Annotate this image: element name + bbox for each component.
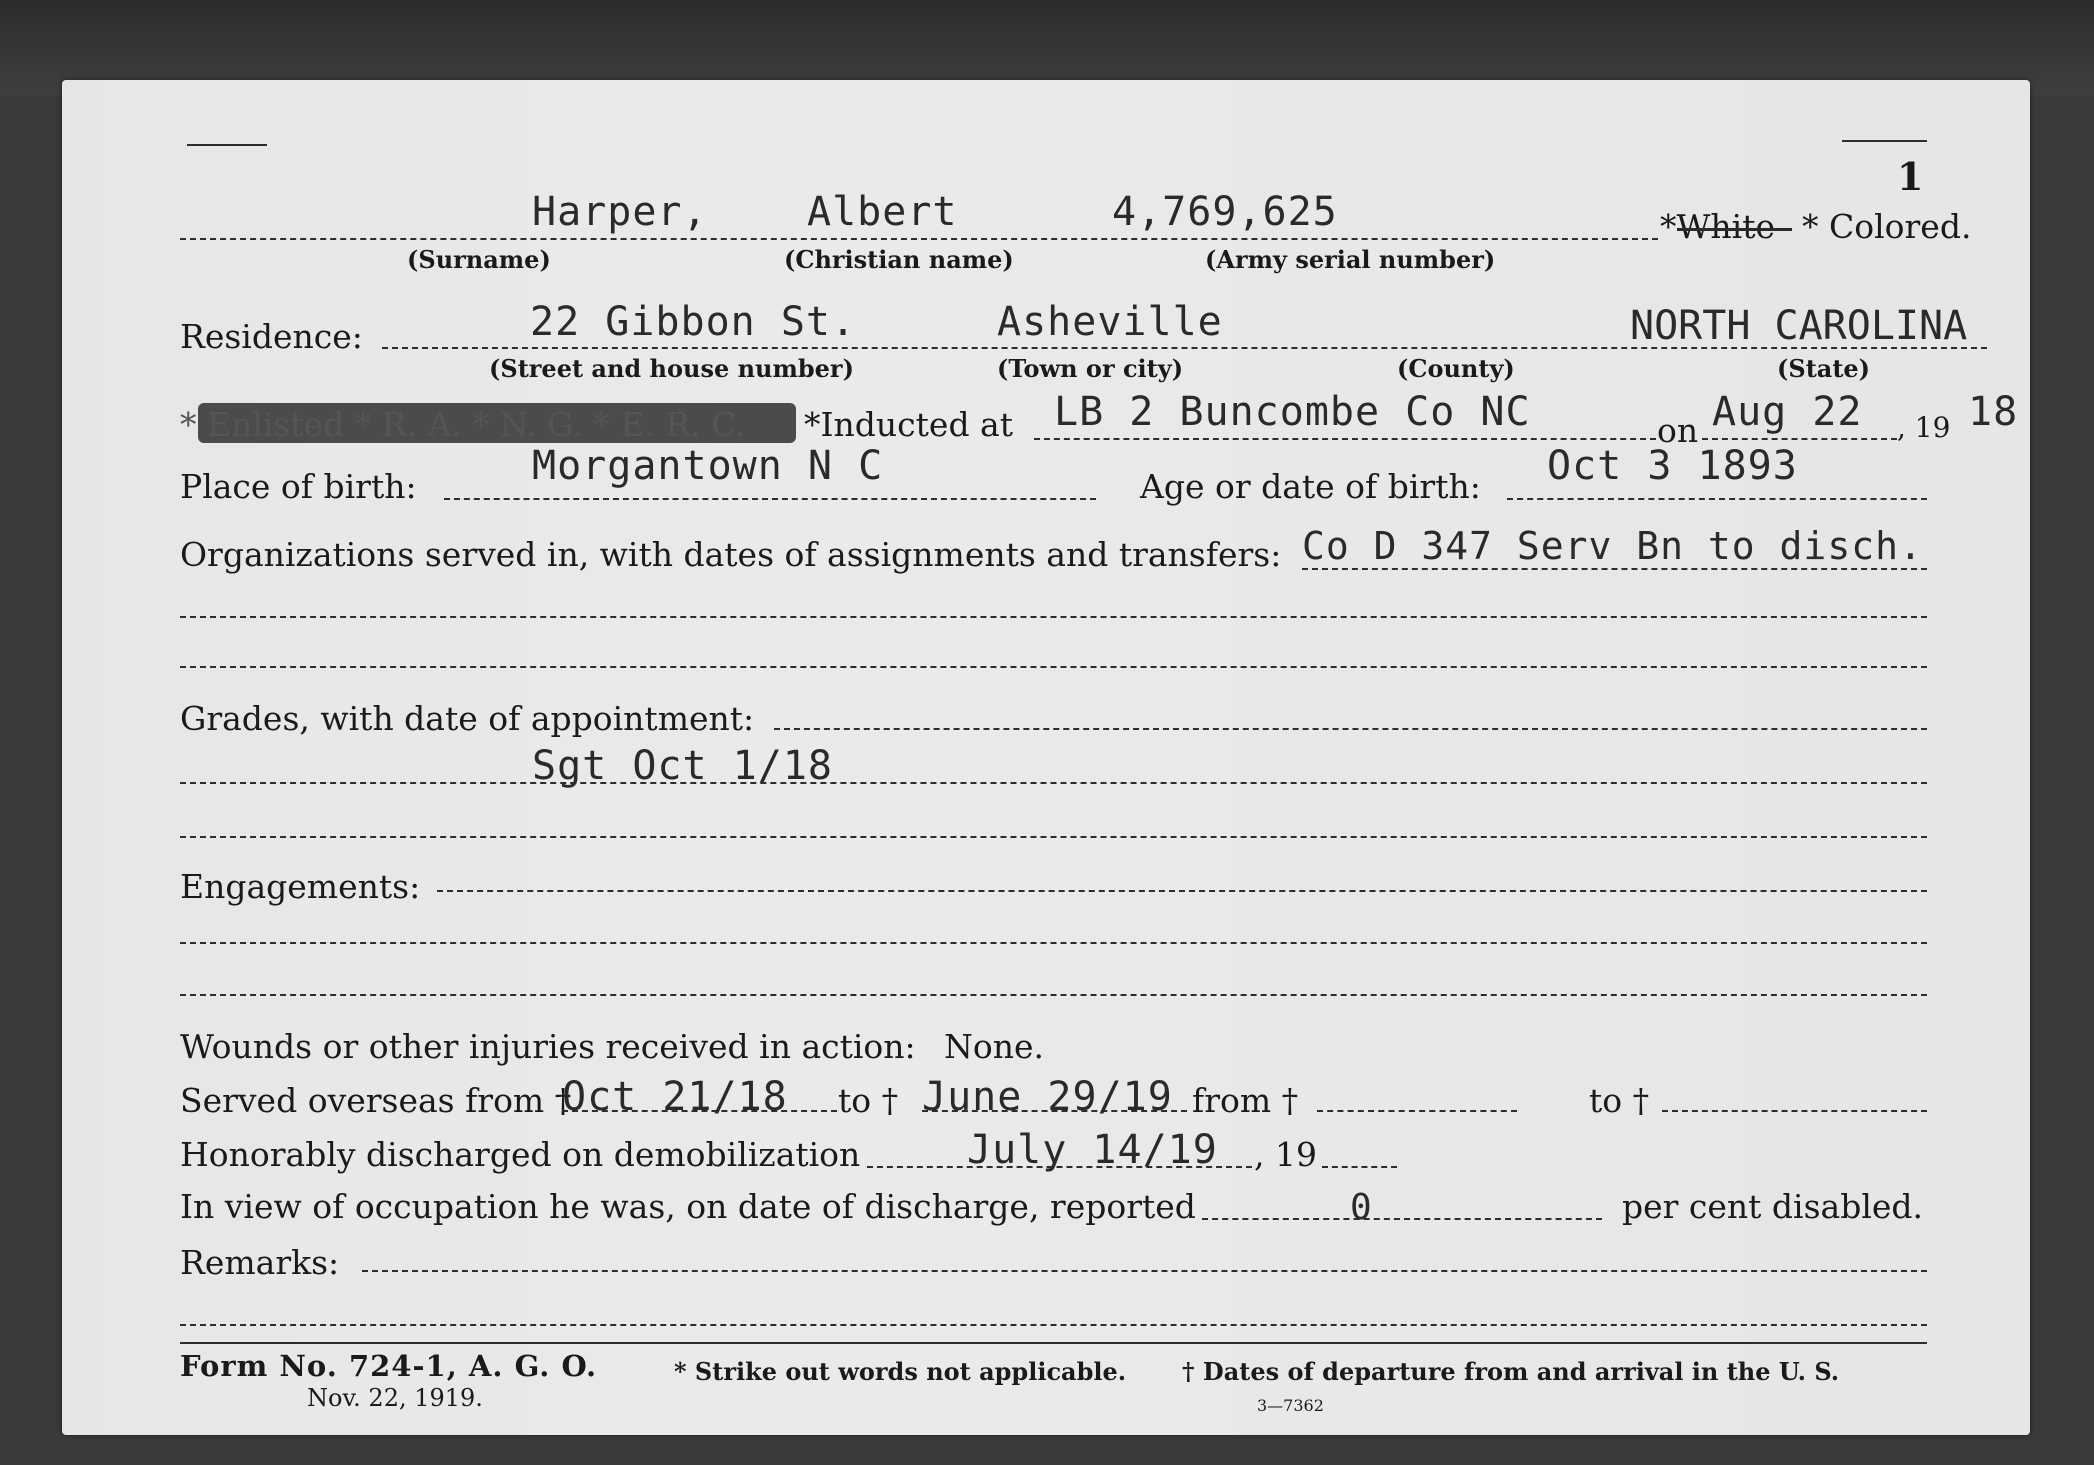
service-record-card	[62, 80, 2030, 1435]
inducted-date-line	[1702, 438, 1897, 440]
serial-number-value: 4,769,625	[1112, 189, 1338, 235]
remarks-label: Remarks:	[180, 1243, 340, 1282]
inducted-date: Aug 22	[1712, 389, 1863, 435]
christian-name-value: Albert	[807, 189, 958, 235]
birth-place-label: Place of birth:	[180, 467, 417, 506]
card-number: 1	[1897, 154, 1924, 199]
organizations-line-3	[180, 666, 1927, 668]
discharge-year-label: , 19	[1254, 1135, 1317, 1174]
caption-street: (Street and house number)	[489, 354, 854, 383]
overseas-to-label: to †	[838, 1081, 899, 1120]
caption-surname: (Surname)	[407, 245, 551, 274]
caption-state: (State)	[1777, 354, 1871, 383]
remarks-line-2	[180, 1324, 1927, 1326]
disability-label: In view of occupation he was, on date of discharge, reported	[180, 1187, 1196, 1226]
birth-date-label: Age or date of birth:	[1140, 467, 1481, 506]
race-white-strike	[1677, 228, 1792, 231]
birth-place-value: Morgantown N C	[532, 443, 884, 489]
inducted-line	[1034, 438, 1656, 440]
engagements-line-2	[180, 942, 1927, 944]
caption-serial-number: (Army serial number)	[1205, 245, 1496, 274]
birth-date-value: Oct 3 1893	[1547, 443, 1798, 489]
overseas-to2-line	[1662, 1110, 1927, 1112]
inducted-year: 18	[1968, 389, 2019, 435]
overseas-to2-label: to †	[1589, 1081, 1650, 1120]
overseas-from2-line	[1317, 1110, 1517, 1112]
residence-state: NORTH CAROLINA	[1630, 303, 1968, 349]
print-code: 3—7362	[1257, 1396, 1324, 1415]
organizations-line-2	[180, 616, 1927, 618]
caption-county: (County)	[1397, 354, 1515, 383]
engagements-label: Engagements:	[180, 867, 421, 906]
engagements-line-3	[180, 994, 1927, 996]
discharge-year-line	[1322, 1166, 1397, 1168]
organizations-value: Co D 347 Serv Bn to disch.	[1302, 524, 1923, 568]
disability-value: 0	[1350, 1187, 1373, 1228]
residence-town: Asheville	[997, 299, 1223, 345]
footer-rule	[180, 1342, 1927, 1344]
disability-line	[1202, 1218, 1602, 1220]
form-date: Nov. 22, 1919.	[307, 1384, 483, 1412]
engagements-line-1	[437, 890, 1927, 892]
name-line	[180, 238, 1658, 240]
top-right-rule	[1842, 140, 1927, 142]
discharge-date: July 14/19	[967, 1127, 1218, 1173]
organizations-line-1	[1302, 568, 1927, 570]
organizations-label: Organizations served in, with dates of assignments and transfers:	[180, 535, 1282, 574]
remarks-line-1	[362, 1270, 1927, 1272]
grades-line-3	[180, 836, 1927, 838]
inducted-label: *Inducted at	[804, 405, 1013, 444]
top-left-rule	[187, 144, 267, 146]
overseas-from-date: Oct 21/18	[562, 1074, 788, 1120]
inducted-on-label: on	[1657, 411, 1699, 450]
grades-label: Grades, with date of appointment:	[180, 699, 755, 738]
caption-christian-name: (Christian name)	[784, 245, 1014, 274]
overseas-from2-label: from †	[1192, 1081, 1299, 1120]
form-number: Form No. 724-1, A. G. O.	[180, 1349, 598, 1383]
grades-value: Sgt Oct 1/18	[532, 743, 833, 789]
grades-line-1	[774, 728, 1927, 730]
dates-note: † Dates of departure from and arrival in the U. S.	[1182, 1357, 1840, 1386]
inducted-place: LB 2 Buncombe Co NC	[1054, 389, 1531, 435]
race-colored-label: * Colored.	[1802, 207, 1972, 246]
race-white-label: *White	[1660, 207, 1776, 246]
overseas-from-label: Served overseas from †	[180, 1081, 572, 1120]
caption-town: (Town or city)	[997, 354, 1184, 383]
grades-line-2	[180, 782, 1927, 784]
residence-label: Residence:	[180, 317, 363, 356]
wounds-label: Wounds or other injuries received in action:	[180, 1027, 916, 1066]
discharge-label: Honorably discharged on demobilization	[180, 1135, 861, 1174]
birth-place-line	[444, 498, 1096, 500]
surname-value: Harper,	[532, 189, 708, 235]
disability-suffix: per cent disabled.	[1622, 1187, 1924, 1226]
overseas-to-date: June 29/19	[922, 1074, 1173, 1120]
wounds-value: None.	[944, 1027, 1045, 1066]
birth-date-line	[1507, 498, 1927, 500]
inducted-year-prefix: , 19	[1897, 411, 1951, 444]
residence-street: 22 Gibbon St.	[530, 299, 857, 345]
strike-note: * Strike out words not applicable.	[674, 1357, 1127, 1386]
enlisted-label: * Enlisted * R. A. * N. G. * E. R. C.	[180, 405, 746, 444]
